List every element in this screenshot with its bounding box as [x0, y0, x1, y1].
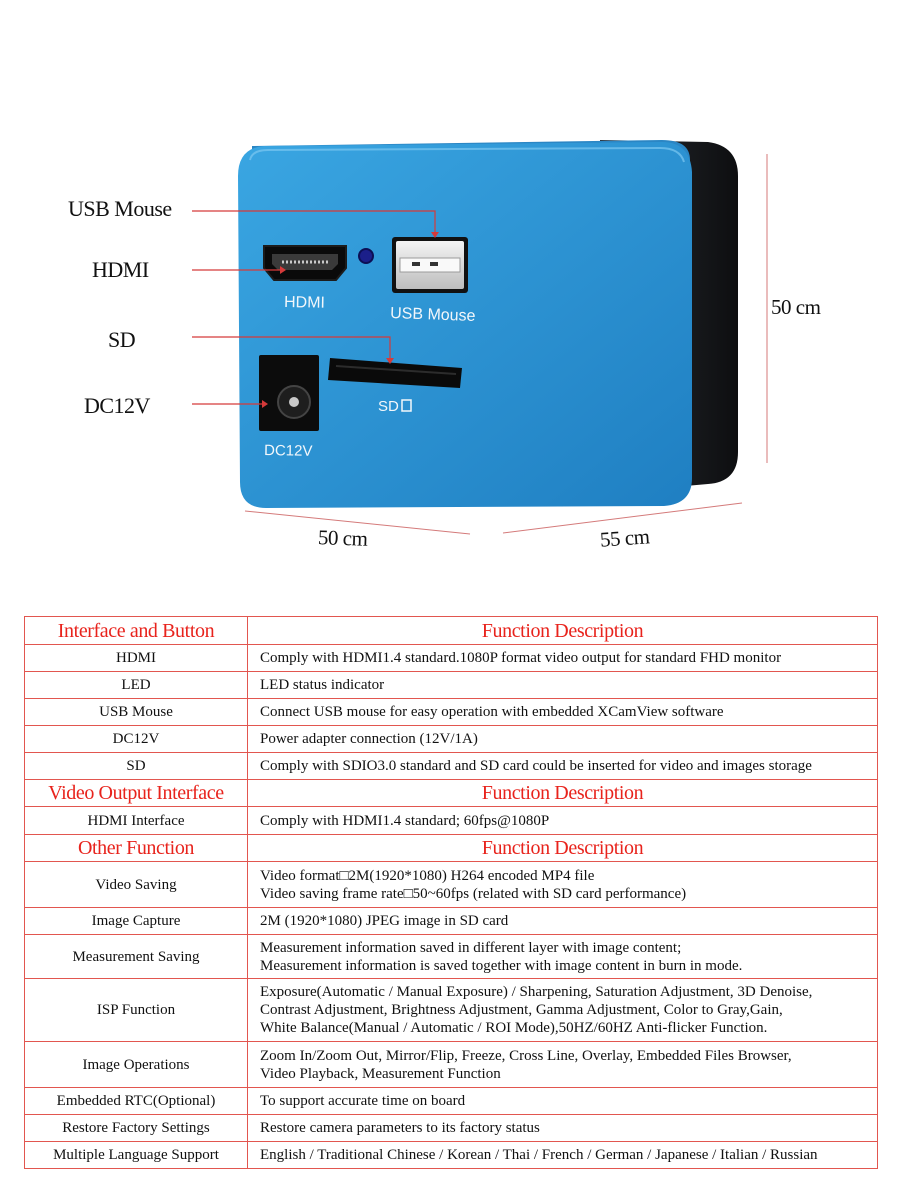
description-line: Video format□2M(1920*1080) H264 encoded MP4 file [260, 867, 595, 884]
header-cell: Function Description [248, 617, 878, 645]
dc-jack [259, 355, 319, 431]
table-row [25, 1042, 878, 1088]
table-row [25, 1115, 878, 1142]
callout-hdmi: HDMI [92, 257, 149, 282]
table-row [25, 672, 878, 699]
row-name: Image Operations [25, 1042, 248, 1088]
dimension-width: 50 cm [317, 525, 368, 551]
table-row [25, 1088, 878, 1115]
row-description: Connect USB mouse for easy operation with embedded XCamView software [248, 699, 878, 726]
row-name: Image Capture [25, 908, 248, 935]
row-description: LED status indicator [248, 672, 878, 699]
device-label-usb: USB Mouse [389, 305, 476, 325]
header-cell: Function Description [248, 780, 878, 807]
description-line: White Balance(Manual / Automatic / ROI Mode),50HZ/60HZ Anti-flicker Function. [260, 1020, 768, 1036]
description-line: Video saving frame rate□50~60fps (related with SD card performance) [260, 885, 687, 902]
callout-usb-mouse: USB Mouse [68, 196, 172, 221]
header-cell: Function Description [248, 835, 878, 862]
row-description: Restore camera parameters to its factory status [248, 1115, 878, 1142]
row-name: HDMI Interface [25, 807, 248, 835]
description-line: Zoom In/Zoom Out, Mirror/Flip, Freeze, Cross Line, Overlay, Embedded Files Browser, [260, 1047, 792, 1064]
row-name: USB Mouse [25, 699, 248, 726]
row-name: LED [25, 672, 248, 699]
row-description: 2M (1920*1080) JPEG image in SD card [248, 908, 878, 935]
row-description: Comply with HDMI1.4 standard; 60fps@1080P [248, 807, 878, 835]
row-description [248, 862, 878, 908]
table-header-row [25, 780, 878, 807]
table-row [25, 908, 878, 935]
row-description: English / Traditional Chinese / Korean / Thai / French / German / Japanese / Italian / Russian [248, 1142, 878, 1169]
row-description: To support accurate time on board [248, 1088, 878, 1115]
device-label-dc12v: DC12V [263, 442, 313, 460]
row-name: Embedded RTC(Optional) [25, 1088, 248, 1115]
hdmi-port [264, 246, 346, 280]
table-row [25, 726, 878, 753]
row-name: Measurement Saving [25, 935, 248, 979]
table-row [25, 1142, 878, 1169]
usb-port [392, 237, 468, 293]
row-description [248, 979, 878, 1042]
header-cell: Interface and Button [25, 617, 248, 645]
row-description: Power adapter connection (12V/1A) [248, 726, 878, 753]
description-line: Measurement information saved in different layer with image content; [260, 939, 682, 956]
row-name: Video Saving [25, 862, 248, 908]
row-description: Comply with SDIO3.0 standard and SD card could be inserted for video and images storage [248, 753, 878, 780]
row-name: HDMI [25, 645, 248, 672]
row-name: SD [25, 753, 248, 780]
table-row [25, 862, 878, 908]
table-row [25, 807, 878, 835]
table-row [25, 979, 878, 1042]
dimension-height: 50 cm [771, 295, 821, 319]
description-line: Exposure(Automatic / Manual Exposure) / Sharpening, Saturation Adjustment, 3D Denoise, [260, 984, 813, 1000]
table-row [25, 935, 878, 979]
description-line: Video Playback, Measurement Function [260, 1065, 501, 1082]
row-description: Comply with HDMI1.4 standard.1080P format video output for standard FHD monitor [248, 645, 878, 672]
row-name: Restore Factory Settings [25, 1115, 248, 1142]
dimension-depth: 55 cm [599, 524, 651, 552]
header-cell: Other Function [25, 835, 248, 862]
description-line: Measurement information is saved together with image content in burn in mode. [260, 957, 743, 974]
row-description [248, 1042, 878, 1088]
device-label-sd: SD [378, 398, 399, 415]
device-label-hdmi: HDMI [283, 294, 326, 312]
led-indicator [359, 249, 373, 263]
header-cell: Video Output Interface [25, 780, 248, 807]
table-header-row [25, 617, 878, 645]
table-row [25, 645, 878, 672]
row-name: Multiple Language Support [25, 1142, 248, 1169]
spec-table [24, 616, 878, 1169]
callout-sd: SD [108, 327, 136, 352]
table-header-row [25, 835, 878, 862]
table-row [25, 753, 878, 780]
description-line: Contrast Adjustment, Brightness Adjustment, Gamma Adjustment, Color to Gray,Gain, [260, 1002, 783, 1018]
table-row [25, 699, 878, 726]
row-name: DC12V [25, 726, 248, 753]
row-name: ISP Function [25, 979, 248, 1042]
row-description [248, 935, 878, 979]
callout-dc12v: DC12V [84, 393, 150, 418]
